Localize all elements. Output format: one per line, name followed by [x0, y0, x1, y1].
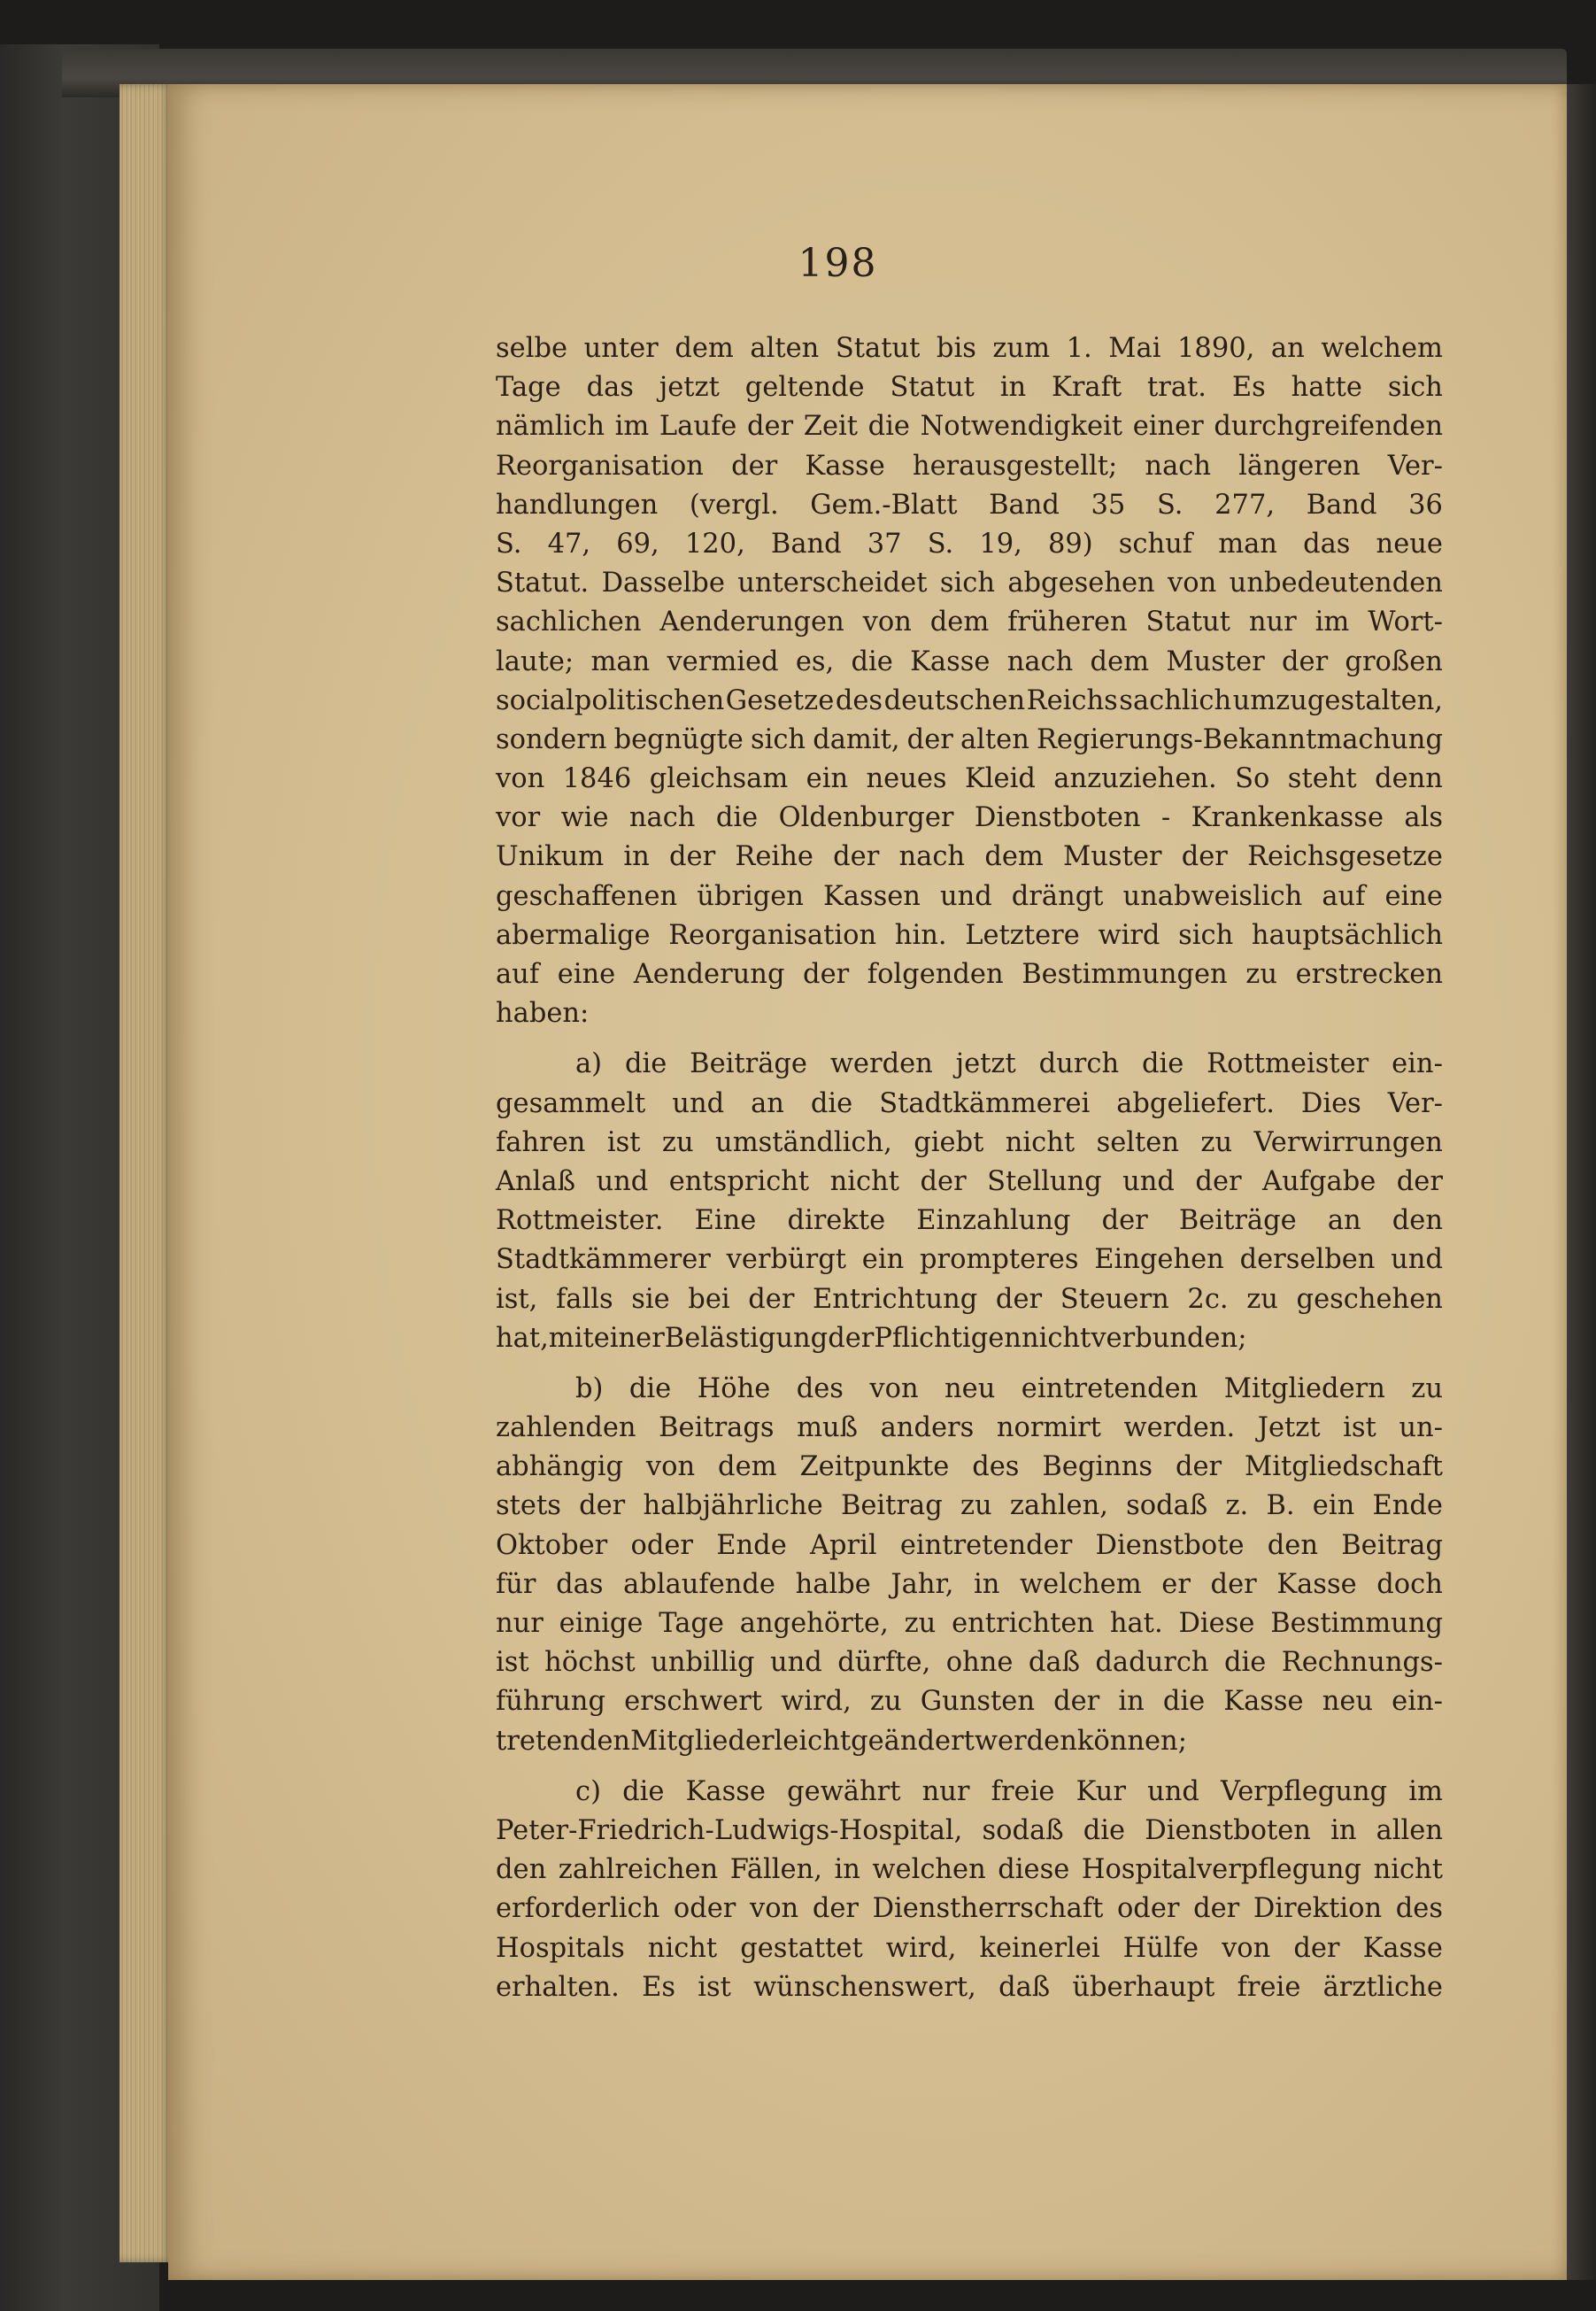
- page-stack-edges: [120, 84, 173, 2262]
- text-line: hat, mit einer Belästigung der Pflichtigen nicht verbunden;: [496, 1322, 1247, 1354]
- text-line: fahren ist zu umständlich, giebt nicht selten zu Verwirrungen: [496, 1126, 1443, 1158]
- list-item-b: [496, 1370, 1443, 1761]
- page-number: 198: [798, 241, 878, 286]
- text-line: gesammelt und an die Stadtkämmerei abgeliefert. Dies Ver-: [496, 1087, 1443, 1119]
- text-line: nämlich im Laufe der Zeit die Notwendigkeit einer durchgreifenden: [496, 411, 1443, 443]
- text-line: sachlichen Aenderungen von dem früheren Statut nur im Wort-: [496, 607, 1443, 638]
- text-line: zahlenden Beitrags muß anders normirt werden. Jetzt ist un-: [496, 1412, 1443, 1444]
- text-line: Unikum in der Reihe der nach dem Muster der Reichsgesetze: [496, 841, 1443, 873]
- text-line: haben:: [496, 998, 590, 1030]
- text-line: nur einige Tage angehörte, zu entrichten hat. Diese Bestimmung: [496, 1608, 1443, 1639]
- text-line: sondern begnügte sich damit, der alten Regierungs-Bekanntmachung: [496, 723, 1443, 755]
- text-line: erforderlich oder von der Dienstherrschaft oder der Direktion des: [496, 1893, 1443, 1925]
- text-line: führung erschwert wird, zu Gunsten der in die Kasse neu ein-: [496, 1686, 1443, 1718]
- text-line: Peter-Friedrich-Ludwigs-Hospital, sodaß die Dienstboten in allen: [496, 1814, 1443, 1846]
- text-line: abhängig von dem Zeitpunkte des Beginns der Mitgliedschaft: [496, 1451, 1443, 1483]
- text-line: vor wie nach die Oldenburger Dienstboten - Krankenkasse als: [496, 802, 1443, 834]
- text-line: den zahlreichen Fällen, in welchen diese Hospitalverpflegung nicht: [496, 1854, 1443, 1886]
- text-line: von 1846 gleichsam ein neues Kleid anzuziehen. So steht denn: [496, 763, 1443, 795]
- text-line: b) die Höhe des von neu eintretenden Mitgliedern zu: [575, 1372, 1443, 1404]
- text-line: socialpolitischen Gesetze des deutschen Reichs sachlich umzugestalten,: [496, 684, 1443, 716]
- text-line: c) die Kasse gewährt nur freie Kur und Verpflegung im: [575, 1775, 1443, 1807]
- text-line: erhalten. Es ist wünschenswert, daß überhaupt freie ärztliche: [496, 1971, 1443, 2003]
- text-line: Rottmeister. Eine direkte Einzahlung der Beiträge an den: [496, 1205, 1443, 1237]
- text-line: Tage das jetzt geltende Statut in Kraft trat. Es hatte sich: [496, 372, 1443, 404]
- text-line: ist, falls sie bei der Entrichtung der Steuern 2c. zu geschehen: [496, 1283, 1443, 1315]
- text-line: Stadtkämmerer verbürgt ein prompteres Eingehen derselben und: [496, 1244, 1443, 1276]
- text-line: für das ablaufende halbe Jahr, in welchem er der Kasse doch: [496, 1568, 1443, 1600]
- body-paragraph: [496, 329, 1443, 1033]
- text-line: auf eine Aenderung der folgenden Bestimmungen zu erstrecken: [496, 959, 1443, 990]
- page-text: [496, 329, 1443, 2007]
- text-line: a) die Beiträge werden jetzt durch die Rottmeister ein-: [575, 1048, 1443, 1080]
- text-line: laute; man vermied es, die Kasse nach dem Muster der großen: [496, 645, 1443, 677]
- text-line: tretenden Mitglieder leicht geändert werden können;: [496, 1725, 1187, 1757]
- text-line: stets der halbjährliche Beitrag zu zahlen, sodaß z. B. ein Ende: [496, 1490, 1443, 1522]
- book-cover-right-edge: [1567, 84, 1596, 2280]
- text-line: Oktober oder Ende April eintretender Dienstbote den Beitrag: [496, 1529, 1443, 1561]
- text-line: selbe unter dem alten Statut bis zum 1. Mai 1890, an welchem: [496, 333, 1443, 364]
- text-line: handlungen (vergl. Gem.-Blatt Band 35 S. 277, Band 36: [496, 489, 1443, 521]
- list-item-a: [496, 1045, 1443, 1358]
- list-item-c: [496, 1773, 1443, 2007]
- text-line: abermalige Reorganisation hin. Letztere wird sich hauptsächlich: [496, 919, 1443, 951]
- text-line: S. 47, 69, 120, Band 37 S. 19, 89) schuf man das neue: [496, 528, 1443, 560]
- text-line: Anlaß und entspricht nicht der Stellung und der Aufgabe der: [496, 1165, 1443, 1197]
- text-line: geschaffenen übrigen Kassen und drängt unabweislich auf eine: [496, 880, 1443, 912]
- text-line: Hospitals nicht gestattet wird, keinerlei Hülfe von der Kasse: [496, 1932, 1443, 1964]
- text-line: Statut. Dasselbe unterscheidet sich abgesehen von unbedeutenden: [496, 568, 1443, 599]
- text-line: ist höchst unbillig und dürfte, ohne daß dadurch die Rechnungs-: [496, 1647, 1443, 1679]
- text-line: Reorganisation der Kasse herausgestellt; nach längeren Ver-: [496, 450, 1443, 482]
